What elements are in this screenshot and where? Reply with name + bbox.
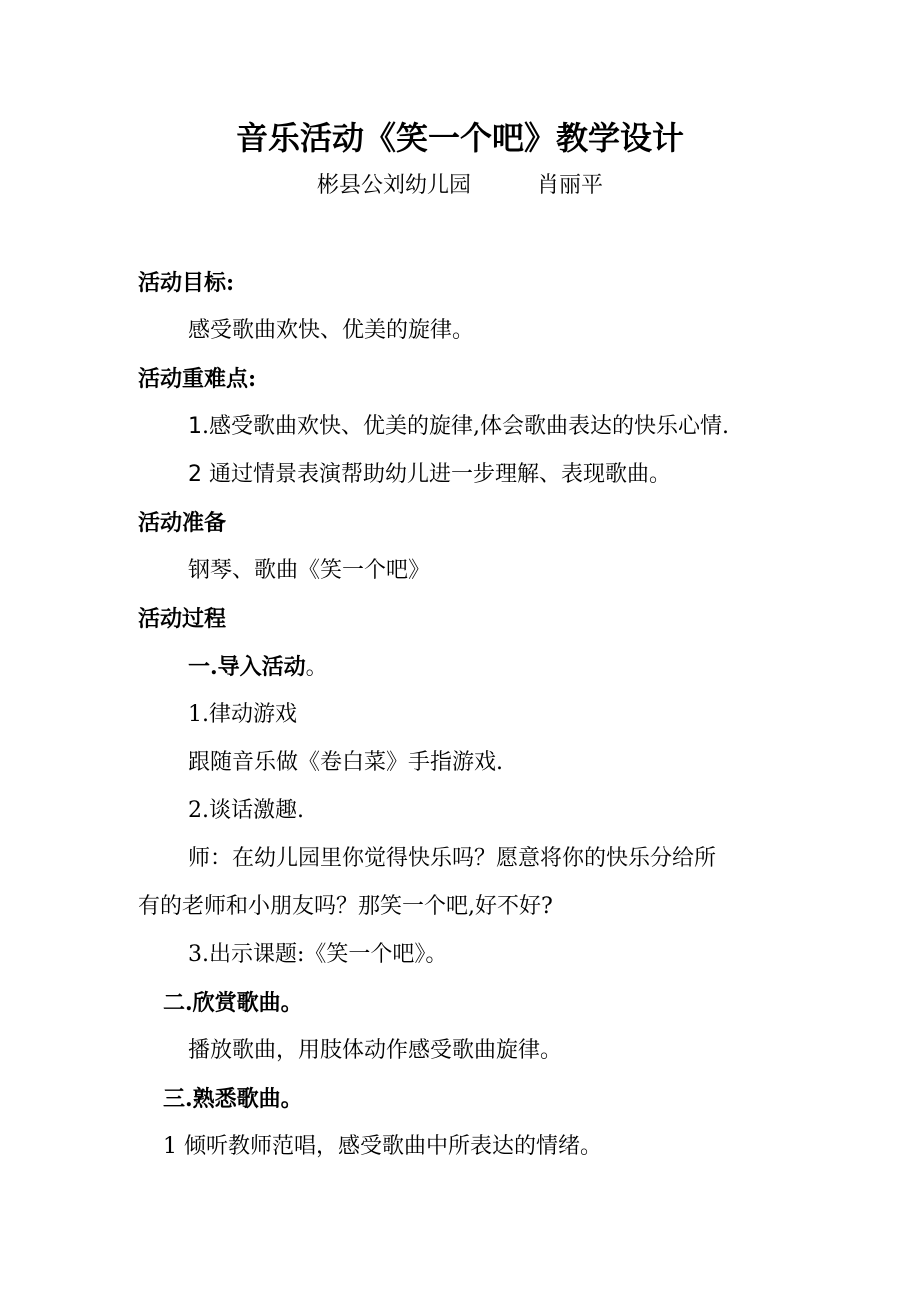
goal-heading: 活动目标: — [138, 270, 235, 296]
step1-heading-text: 一.导入活动 — [188, 654, 306, 680]
process-heading: 活动过程 — [138, 606, 227, 632]
key-point-1-text: .感受歌曲欢快、优美的旋律,体会歌曲表达的快乐心情. — [202, 414, 729, 439]
prep-heading: 活动准备 — [138, 510, 227, 536]
key-point-2-text: 通过情景表演帮助幼儿进一步理解、表现歌曲。 — [202, 462, 671, 487]
author-school: 彬县公刘幼儿园 — [316, 173, 471, 198]
step1-item-1-desc: 跟随音乐做《卷白菜》手指游戏. — [188, 750, 503, 775]
key-point-1 — [188, 412, 729, 442]
step1-item-2: 2.谈话激趣. — [188, 798, 304, 823]
key-point-2 — [188, 460, 671, 490]
goal-text: 感受歌曲欢快、优美的旋律。 — [188, 318, 475, 343]
step1-item-2-desc-line1: 师：在幼儿园里你觉得快乐吗？愿意将你的快乐分给所 — [188, 846, 717, 871]
step1-heading-tail: 。 — [305, 655, 328, 680]
document-title: 音乐活动《笑一个吧》教学设计 — [235, 119, 684, 157]
key-points-heading: 活动重难点: — [138, 366, 257, 392]
prep-text: 钢琴、歌曲《笑一个吧》 — [188, 558, 431, 583]
key-point-1-number: 1 — [188, 414, 202, 439]
step1-item-3: 3.出示课题:《笑一个吧》。 — [188, 942, 448, 967]
author-name: 肖丽平 — [537, 173, 604, 198]
step1-item-1: 1.律动游戏 — [188, 702, 297, 727]
step1-item-2-desc-line2: 有的老师和小朋友吗？那笑一个吧,好不好? — [138, 894, 553, 919]
step3-heading: 三.熟悉歌曲。 — [163, 1086, 303, 1112]
key-point-2-number: 2 — [188, 462, 202, 487]
step2-text: 播放歌曲，用肢体动作感受歌曲旋律。 — [188, 1038, 563, 1063]
step3-item-1: 1 倾听教师范唱，感受歌曲中所表达的情绪。 — [163, 1134, 602, 1159]
author-byline — [0, 171, 920, 201]
step2-heading: 二.欣赏歌曲。 — [163, 990, 303, 1016]
step1-heading — [188, 652, 328, 683]
